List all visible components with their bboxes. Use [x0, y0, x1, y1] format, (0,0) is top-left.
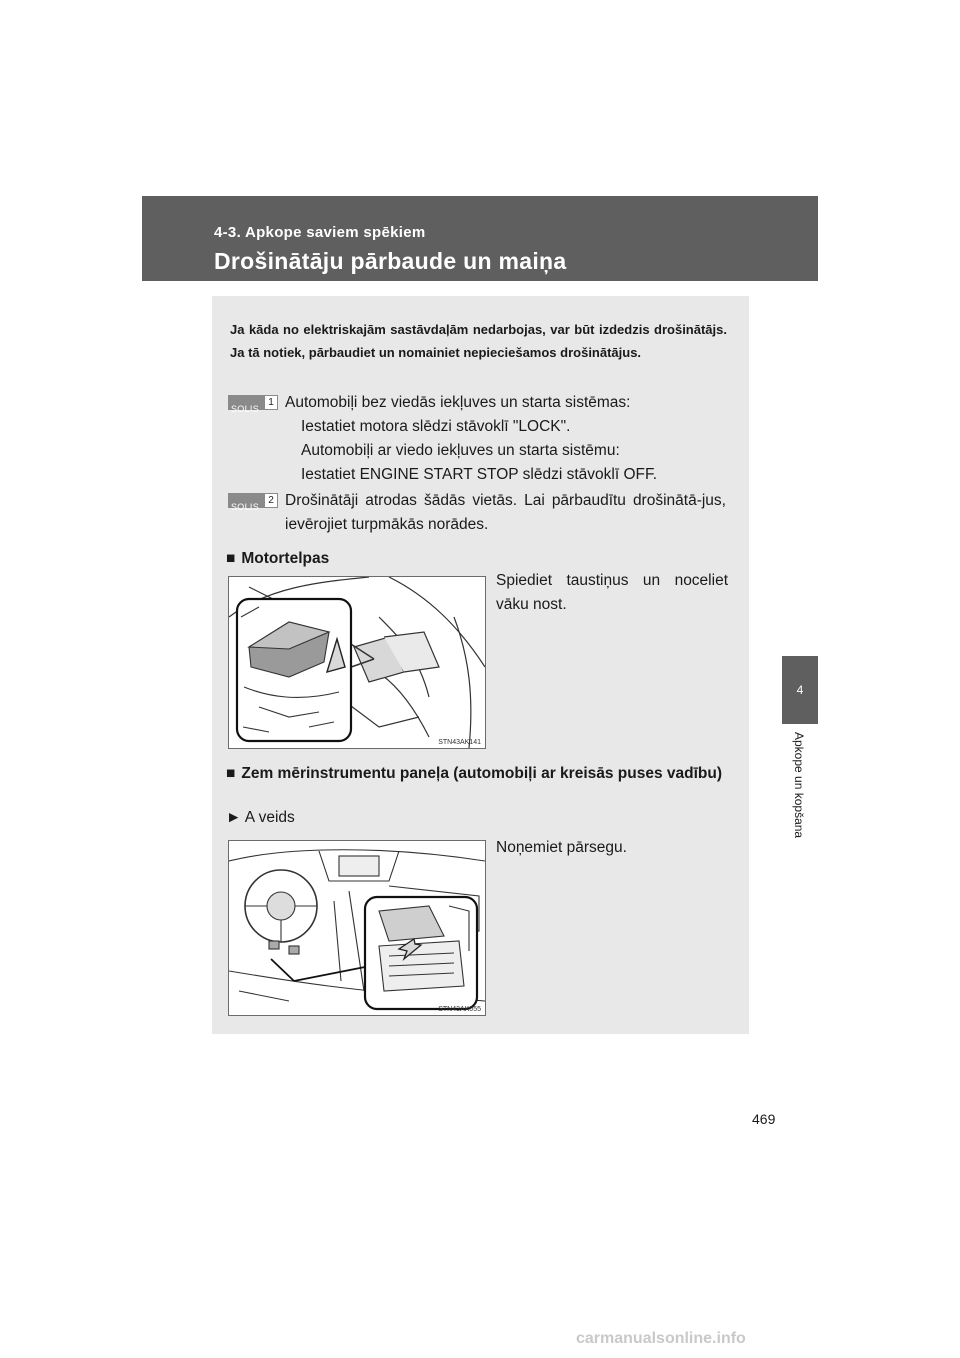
step-2-text: Drošinātāji atrodas šādās vietās. Lai pārbaudītu drošinātā-jus, ievērojiet turpmākās norādes. [285, 492, 726, 533]
watermark: carmanualsonline.info [576, 1330, 746, 1347]
step-badge-label: SOLIS [231, 502, 260, 512]
section-number: 4-3. Apkope saviem spēkiem [214, 224, 426, 241]
square-bullet-icon: ■ [226, 765, 236, 782]
step-badge [228, 493, 278, 512]
section-heading-text: Zem mērinstrumentu paneļa (automobiļi ar kreisās puses vadību) [241, 765, 723, 782]
step-1-line: Iestatiet ENGINE START STOP slēdzi stāvoklī OFF. [301, 466, 658, 483]
step-1-line: Automobiļi bez viedās iekļuves un starta sistēmas: [285, 394, 631, 411]
dashboard-illustration [229, 841, 485, 1015]
section-heading-engine [226, 547, 329, 571]
section-heading-dashboard [226, 762, 750, 786]
figure-code: STN43AK141 [438, 739, 481, 746]
square-bullet-icon: ■ [226, 550, 236, 567]
engine-bay-illustration [229, 577, 485, 748]
dashboard-caption: Noņemiet pārsegu. [496, 839, 627, 856]
step-badge [228, 395, 278, 414]
step-1-line: Automobiļi ar viedo iekļuves un starta sistēmu: [301, 442, 620, 459]
step-badge-number: 1 [265, 396, 277, 409]
chapter-header [142, 196, 818, 281]
page-number: 469 [752, 1111, 776, 1127]
triangle-bullet-icon: ► [226, 809, 242, 826]
step-2 [228, 489, 728, 537]
dashboard-fuse-box-figure [228, 840, 486, 1016]
subheading-type-a [226, 806, 295, 830]
engine-caption: Spiediet taustiņus un noceliet vāku nost. [496, 572, 728, 613]
chapter-tab-label: Apkope un kopšana [792, 732, 806, 839]
step-1-line: Iestatiet motora slēdzi stāvoklī "LOCK". [301, 418, 571, 435]
step-badge-number: 2 [265, 494, 277, 507]
step-badge-label: SOLIS [231, 404, 260, 414]
subheading-text: A veids [244, 809, 295, 826]
figure-code: STN43AK055 [438, 1006, 481, 1013]
engine-fuse-box-figure [228, 576, 486, 749]
section-heading-text: Motortelpas [241, 550, 330, 567]
step-1 [228, 391, 728, 487]
intro-text: Ja kāda no elektriskajām sastāvdaļām nedarbojas, var būt izdedzis drošinātājs. Ja tā notiek, pārbaudiet un nomainiet nepieciešamos drošinātājus. [230, 322, 727, 360]
content-panel [212, 296, 749, 1034]
chapter-tab[interactable]: 4 [782, 656, 818, 724]
page-title: Drošinātāju pārbaude un maiņa [214, 248, 567, 274]
